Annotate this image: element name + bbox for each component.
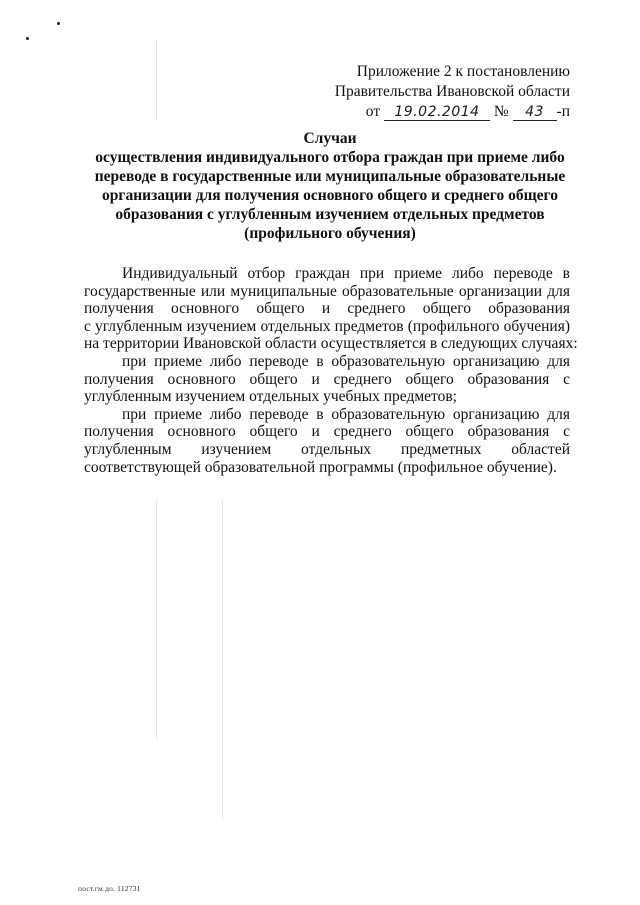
title-line: организации для получения основного общего и среднего общего bbox=[102, 187, 558, 204]
appendix-date-line bbox=[250, 102, 570, 122]
paragraph-line: при приеме либо переводе в образовательную организацию для bbox=[122, 352, 570, 370]
paragraph-case-2 bbox=[84, 406, 570, 476]
scan-fold-line bbox=[156, 40, 157, 120]
paragraph-line: получения основного общего и среднего общего образования с bbox=[84, 423, 570, 441]
from-label: от bbox=[365, 103, 381, 120]
handwritten-number: 43 bbox=[513, 104, 557, 121]
paragraph-case-1 bbox=[84, 353, 570, 406]
document-body bbox=[84, 265, 578, 476]
paragraph-line: получения основного общего и среднего общего образования с bbox=[84, 370, 570, 388]
appendix-line-2: Правительства Ивановской области bbox=[334, 83, 570, 100]
title-line: переводе в государственные или муниципальные образовательные bbox=[94, 168, 566, 185]
paragraph-line: углубленным изучением отдельных учебных предметов; bbox=[84, 388, 457, 406]
document-title bbox=[80, 129, 580, 243]
footer-document-code: пост.гм.до. 112731 bbox=[78, 884, 141, 893]
title-line: осуществления индивидуального отбора граждан при приеме либо bbox=[95, 149, 565, 166]
title-heading: Случаи bbox=[303, 130, 357, 147]
paragraph-line: углубленным изучением отдельных предметных областей bbox=[84, 440, 570, 458]
number-label: № bbox=[493, 103, 509, 120]
title-line: (профильного обучения) bbox=[244, 225, 416, 242]
scan-speck bbox=[57, 22, 60, 25]
number-suffix: -п bbox=[556, 103, 570, 120]
paragraph-line: Индивидуальный отбор граждан при приеме либо переводе в bbox=[122, 265, 570, 282]
appendix-header bbox=[250, 62, 570, 122]
paragraph-line: на территории Ивановской области осуществляется в следующих случаях: bbox=[84, 335, 578, 353]
scan-fold-line bbox=[156, 500, 157, 740]
handwritten-date: 19.02.2014 bbox=[384, 104, 490, 121]
title-line: образования с углубленным изучением отдельных предметов bbox=[115, 206, 545, 223]
paragraph-line: государственные или муниципальные образовательные организации для bbox=[84, 282, 570, 300]
paragraph-line: соответствующей образовательной программы (профильное обучение). bbox=[84, 458, 557, 476]
paragraph-line: получения основного общего и среднего общего образования bbox=[84, 300, 570, 318]
paragraph-intro bbox=[84, 265, 578, 353]
scan-fold-line bbox=[222, 500, 223, 820]
scan-speck bbox=[26, 37, 29, 40]
paragraph-line: при приеме либо переводе в образовательную организацию для bbox=[122, 405, 570, 423]
appendix-line-1: Приложение 2 к постановлению bbox=[356, 63, 570, 80]
paragraph-line: с углубленным изучением отдельных предметов (профильного обучения) bbox=[84, 317, 570, 335]
